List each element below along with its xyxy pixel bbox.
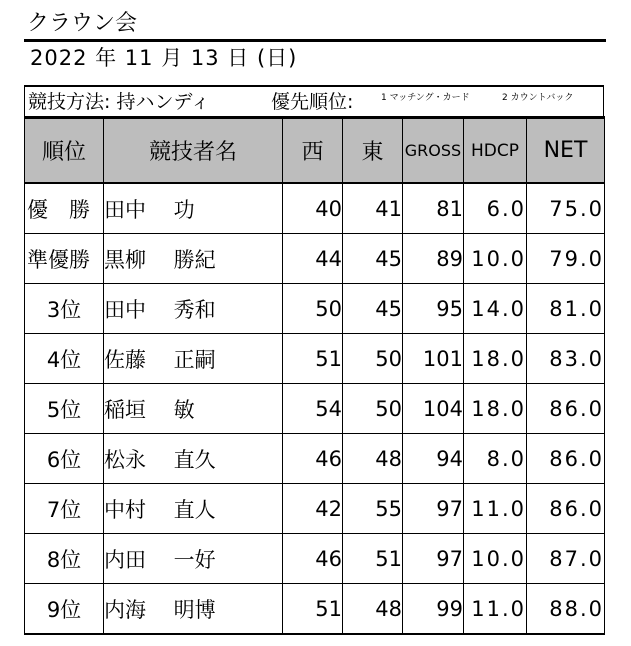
west-score-cell: 44 (283, 234, 343, 284)
hdcp-cell: 10.0 (464, 234, 527, 284)
hdcp-cell: 11.0 (464, 584, 527, 635)
page-title: クラウン会 (27, 11, 138, 36)
hdcp-cell: 8.0 (464, 434, 527, 484)
table-row (25, 434, 605, 484)
table-row (25, 284, 605, 334)
east-score-cell: 48 (343, 434, 403, 484)
net-score-cell: 86.0 (527, 484, 605, 534)
player-name-cell: 田中 秀和 (104, 284, 283, 334)
west-score-cell: 46 (283, 434, 343, 484)
net-score-cell: 81.0 (527, 284, 605, 334)
gross-score-cell: 81 (403, 183, 464, 234)
gross-score-cell: 95 (403, 284, 464, 334)
west-score-cell: 51 (283, 334, 343, 384)
player-name-cell: 稲垣 敏 (104, 384, 283, 434)
player-name-cell: 黒柳 勝紀 (104, 234, 283, 284)
net-score-cell: 86.0 (527, 384, 605, 434)
west-score-cell: 46 (283, 534, 343, 584)
rank-cell: 優 勝 (25, 183, 104, 234)
west-score-cell: 42 (283, 484, 343, 534)
table-row (25, 183, 605, 234)
table-row (25, 334, 605, 384)
table-row (25, 484, 605, 534)
table-row (25, 234, 605, 284)
player-name-cell: 松永 直久 (104, 434, 283, 484)
gross-score-cell: 94 (403, 434, 464, 484)
net-score-cell: 79.0 (527, 234, 605, 284)
event-date: 2022 年 11 月 13 日 (日) (30, 46, 298, 70)
player-name-cell: 田中 功 (104, 183, 283, 234)
competition-method: 競技方法: 持ハンディ (28, 91, 210, 113)
hdcp-cell: 10.0 (464, 534, 527, 584)
net-score-cell: 88.0 (527, 584, 605, 635)
hdcp-cell: 11.0 (464, 484, 527, 534)
priority-order-2: 2 カウントバック (502, 93, 574, 103)
net-score-cell: 75.0 (527, 183, 605, 234)
rank-cell: 8位 (25, 534, 104, 584)
east-score-cell: 51 (343, 534, 403, 584)
west-score-cell: 51 (283, 584, 343, 635)
rank-cell: 4位 (25, 334, 104, 384)
header-gross: GROSS (403, 118, 464, 184)
east-score-cell: 41 (343, 183, 403, 234)
rank-cell: 準優勝 (25, 234, 104, 284)
priority-order-1: 1 マッチング・カード (381, 93, 470, 103)
title-underline (24, 39, 606, 42)
west-score-cell: 54 (283, 384, 343, 434)
gross-score-cell: 89 (403, 234, 464, 284)
east-score-cell: 45 (343, 284, 403, 334)
gross-score-cell: 101 (403, 334, 464, 384)
west-score-cell: 50 (283, 284, 343, 334)
east-score-cell: 55 (343, 484, 403, 534)
priority-order-label: 優先順位: (271, 91, 354, 113)
header-east: 東 (343, 118, 403, 184)
rank-cell: 9位 (25, 584, 104, 635)
table-row (25, 584, 605, 635)
net-score-cell: 83.0 (527, 334, 605, 384)
player-name-cell: 内海 明博 (104, 584, 283, 635)
gross-score-cell: 97 (403, 534, 464, 584)
hdcp-cell: 6.0 (464, 183, 527, 234)
header-hdcp: HDCP (464, 118, 527, 184)
table-header-row (25, 118, 605, 184)
gross-score-cell: 99 (403, 584, 464, 635)
header-name: 競技者名 (104, 118, 283, 184)
east-score-cell: 50 (343, 334, 403, 384)
gross-score-cell: 97 (403, 484, 464, 534)
hdcp-cell: 18.0 (464, 334, 527, 384)
header-net: NET (527, 118, 605, 184)
player-name-cell: 佐藤 正嗣 (104, 334, 283, 384)
rank-cell: 7位 (25, 484, 104, 534)
west-score-cell: 40 (283, 183, 343, 234)
rank-cell: 3位 (25, 284, 104, 334)
table-row (25, 384, 605, 434)
rank-cell: 5位 (25, 384, 104, 434)
east-score-cell: 45 (343, 234, 403, 284)
header-rank: 順位 (25, 118, 104, 184)
hdcp-cell: 14.0 (464, 284, 527, 334)
east-score-cell: 50 (343, 384, 403, 434)
table-row (25, 534, 605, 584)
competition-rules (24, 85, 604, 116)
net-score-cell: 87.0 (527, 534, 605, 584)
hdcp-cell: 18.0 (464, 384, 527, 434)
gross-score-cell: 104 (403, 384, 464, 434)
net-score-cell: 86.0 (527, 434, 605, 484)
rank-cell: 6位 (25, 434, 104, 484)
player-name-cell: 内田 一好 (104, 534, 283, 584)
player-name-cell: 中村 直人 (104, 484, 283, 534)
results-table (24, 116, 605, 635)
header-west: 西 (283, 118, 343, 184)
east-score-cell: 48 (343, 584, 403, 635)
